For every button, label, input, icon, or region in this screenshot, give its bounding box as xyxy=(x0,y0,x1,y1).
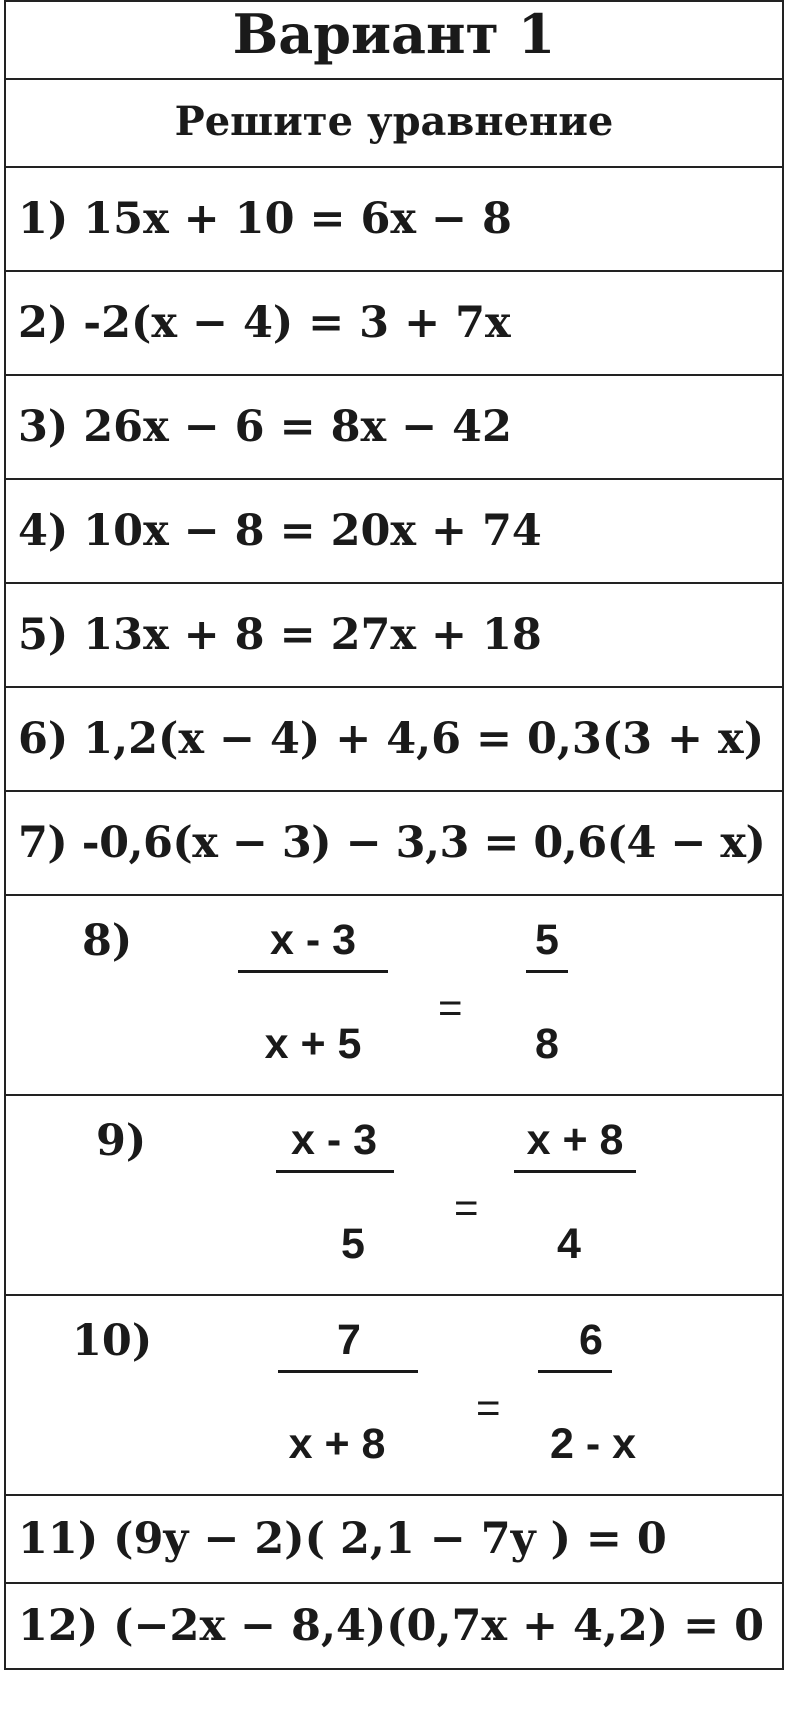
fraction-equation-row-8 xyxy=(4,896,784,1096)
equation-8-right-denominator: 8 xyxy=(535,1020,559,1068)
equation-9-left-numerator: x - 3 xyxy=(290,1116,378,1164)
equation-8-left-numerator: x - 3 xyxy=(269,916,357,964)
fraction-equation-row-10 xyxy=(4,1296,784,1496)
equation-8-right-fraction-bar xyxy=(526,970,568,973)
equation-9-right-numerator: x + 8 xyxy=(526,1116,624,1164)
equation-7: 7) -0,6(x − 3) − 3,3 = 0,6(4 − x) xyxy=(18,818,766,868)
equation-row-3 xyxy=(4,376,784,480)
task-instruction: Решите уравнение xyxy=(174,98,614,145)
equation-5: 5) 13x + 8 = 27x + 18 xyxy=(18,610,542,660)
equation-row-11 xyxy=(4,1496,784,1584)
equation-row-6 xyxy=(4,688,784,792)
equation-8-left-denominator: x + 5 xyxy=(264,1020,362,1068)
equation-6: 6) 1,2(x − 4) + 4,6 = 0,3(3 + x) xyxy=(18,714,765,764)
equation-10-right-fraction-bar xyxy=(538,1370,612,1373)
equation-10-left-denominator: x + 8 xyxy=(288,1420,386,1468)
equation-10-left-numerator: 7 xyxy=(337,1316,361,1364)
equation-9-equals-sign: = xyxy=(454,1184,479,1231)
subtitle-row xyxy=(4,80,784,168)
equation-10-left-fraction-bar xyxy=(278,1370,418,1373)
equation-10-label: 10) xyxy=(72,1316,153,1366)
equation-9-label: 9) xyxy=(96,1116,147,1166)
equation-9-right-fraction-bar xyxy=(514,1170,636,1173)
equation-1: 1) 15x + 10 = 6x − 8 xyxy=(18,194,512,244)
equation-9-right-denominator: 4 xyxy=(557,1220,581,1268)
equation-12: 12) (−2x − 8,4)(0,7x + 4,2) = 0 xyxy=(18,1601,765,1651)
equation-row-1 xyxy=(4,168,784,272)
title-row xyxy=(4,0,784,80)
equation-row-2 xyxy=(4,272,784,376)
equation-row-5 xyxy=(4,584,784,688)
equation-8-equals-sign: = xyxy=(438,984,463,1031)
equation-4: 4) 10x − 8 = 20x + 74 xyxy=(18,506,542,556)
equation-11: 11) (9y − 2)( 2,1 − 7y ) = 0 xyxy=(18,1514,667,1564)
equation-row-4 xyxy=(4,480,784,584)
equation-10-right-denominator: 2 - x xyxy=(549,1420,637,1468)
equation-10-equals-sign: = xyxy=(476,1384,501,1431)
page-title: Вариант 1 xyxy=(232,2,556,66)
equation-9-left-fraction-bar xyxy=(276,1170,394,1173)
equation-3: 3) 26x − 6 = 8x − 42 xyxy=(18,402,512,452)
fraction-equation-row-9 xyxy=(4,1096,784,1296)
equation-8-label: 8) xyxy=(82,916,133,966)
equation-8-left-fraction-bar xyxy=(238,970,388,973)
equation-10-right-numerator: 6 xyxy=(579,1316,603,1364)
equation-row-12 xyxy=(4,1584,784,1670)
equation-row-7 xyxy=(4,792,784,896)
equation-8-right-numerator: 5 xyxy=(535,916,559,964)
worksheet xyxy=(4,0,784,1666)
equation-9-left-denominator: 5 xyxy=(341,1220,365,1268)
equation-2: 2) -2(x − 4) = 3 + 7x xyxy=(18,298,511,348)
